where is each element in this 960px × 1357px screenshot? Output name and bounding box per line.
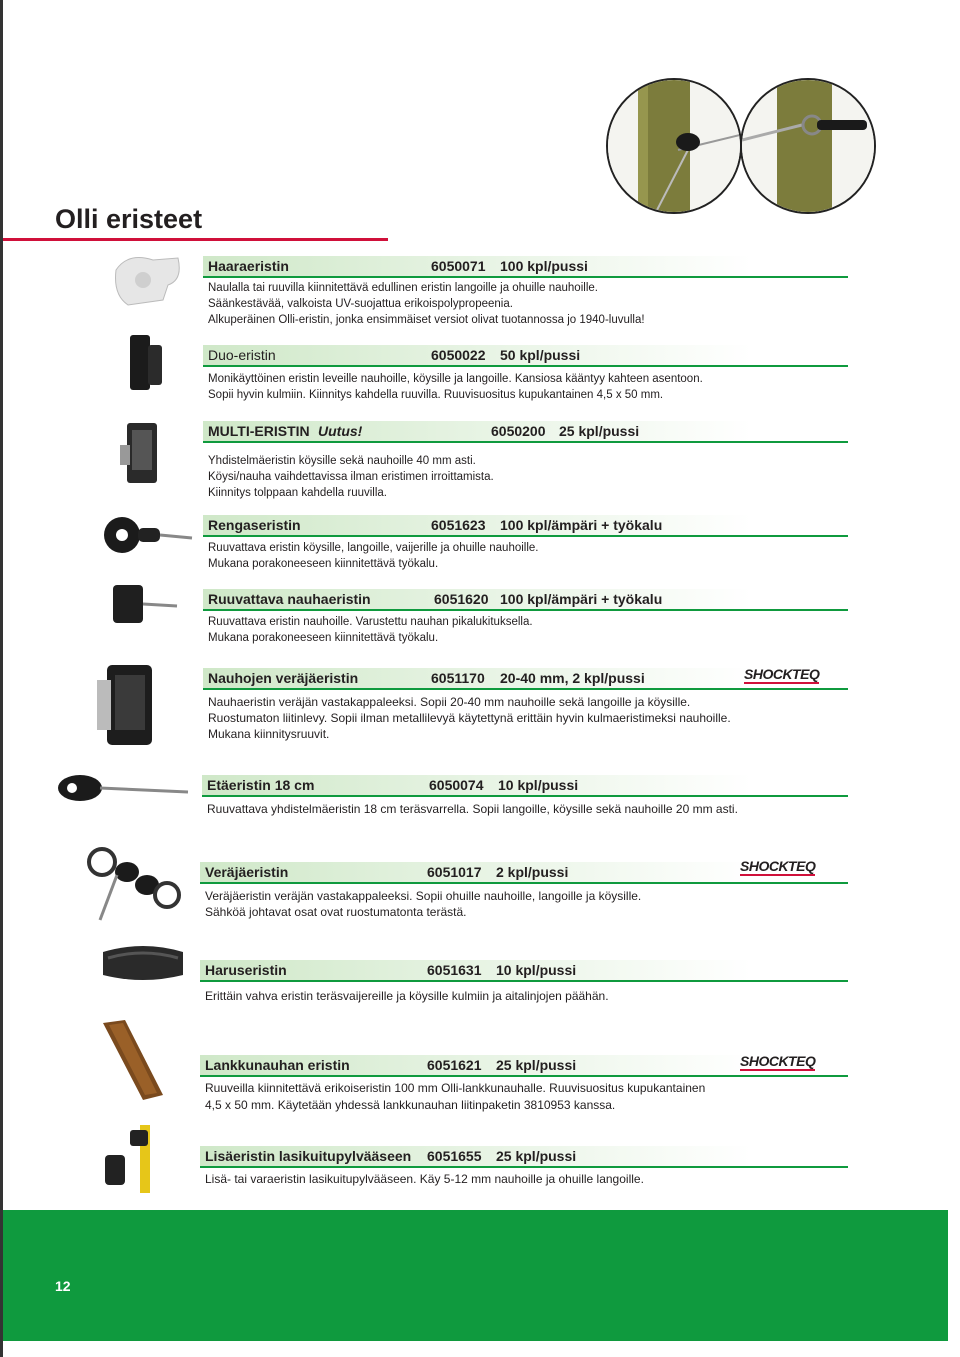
product-description	[208, 371, 703, 403]
description-line: Alkuperäinen Olli-eristin, jonka ensimmäiset versiot olivat tuotannossa jo 1940-luvulla!	[208, 314, 645, 326]
product-description	[207, 801, 738, 817]
multi-eristin-image	[112, 415, 172, 495]
product-pack: 10 kpl/pussi	[496, 962, 577, 978]
title-underline	[3, 238, 388, 241]
description-line: Ruuvattava eristin köysille, langoille, vaijerille ja ohuille nauhoille.	[208, 542, 539, 554]
product-code: 6051631	[427, 962, 482, 978]
product-name: Duo-eristin	[208, 347, 276, 363]
nauhojen-verajaeristin-image	[85, 660, 165, 755]
page-title: Olli eristeet	[55, 204, 203, 234]
description-line: Sopii hyvin kulmiin. Kiinnitys kahdella ruuvilla. Ruuvisuositus kupukantainen 4,5 x 50 mm.	[208, 389, 664, 401]
product-pack: 100 kpl/ämpäri + työkalu	[500, 591, 663, 607]
product-header	[203, 515, 848, 537]
product-pack: 50 kpl/pussi	[500, 347, 581, 363]
description-line: 4,5 x 50 mm. Käytetään yhdessä lankkunauhan liitinpaketin 3810953 kanssa.	[205, 1098, 616, 1112]
shockteq-logo: SHOCKTEQ	[744, 666, 820, 682]
product-header	[203, 589, 848, 611]
product-header	[203, 256, 848, 278]
description-line: Sähköä johtavat osat ovat ruostumatonta terästä.	[205, 905, 467, 919]
product-description	[208, 453, 494, 501]
product-name: Haruseristin	[205, 962, 287, 978]
description-line: Lisä- tai varaeristin lasikuitupylvääseen. Käy 5-12 mm nauhoille ja ohuille langoille.	[205, 1172, 644, 1186]
product-name: Ruuvattava nauhaeristin	[208, 591, 371, 607]
product-description	[208, 280, 645, 328]
description-line: Nauhaeristin veräjän vastakappaleeksi. Sopii 20-40 mm nauhoille sekä langoille ja köysille.	[208, 695, 691, 709]
insulator-photo-post	[606, 78, 742, 214]
product-description	[208, 694, 731, 742]
description-line: Ruuvattava eristin nauhoille. Varustettu nauhan pikalukituksella.	[208, 616, 533, 628]
product-code: 6051170	[431, 670, 485, 686]
description-line: Yhdistelmäeristin köysille sekä nauhoille 40 mm asti.	[208, 455, 476, 467]
product-code: 6050071	[431, 258, 486, 274]
product-code: 6050022	[431, 347, 486, 363]
description-line: Köysi/nauha vaihdettavissa ilman eristimen irroittamista.	[208, 471, 494, 483]
product-code: 6050074	[429, 777, 484, 793]
product-header	[200, 960, 848, 982]
duo-eristin-image	[120, 330, 170, 400]
product-name: Nauhojen veräjäeristin	[208, 670, 359, 686]
lankkunauhan-eristin-image	[95, 1015, 170, 1105]
product-name: Veräjäeristin	[205, 864, 289, 880]
description-line: Mukana porakoneeseen kiinnitettävä työkalu.	[208, 632, 439, 644]
description-line: Naulalla tai ruuvilla kiinnitettävä edullinen eristin langoille ja ohuille nauhoille.	[208, 282, 598, 294]
product-code: 6051620	[434, 591, 489, 607]
product-pack: 25 kpl/pussi	[496, 1148, 577, 1164]
lisaeristin-image	[100, 1120, 170, 1195]
product-name: Lankkunauhan eristin	[205, 1057, 350, 1073]
description-line: Veräjäeristin veräjän vastakappaleeksi. Sopii ohuille nauhoille, langoille ja köysille.	[205, 889, 642, 903]
description-line: Ruuvattava yhdistelmäeristin 18 cm teräsvarrella. Sopii langoille, köysille sekä nauhoille 20 mm asti.	[207, 802, 738, 816]
ruuvattava-nauhaeristin-image	[105, 580, 180, 630]
product-header	[203, 345, 848, 367]
description-line: Säänkestävää, valkoista UV-suojattua erikoispolypropeenia.	[208, 298, 513, 310]
product-description	[208, 614, 533, 646]
new-badge: Uutus!	[318, 423, 363, 439]
etaeristin-image	[50, 768, 190, 808]
description-line: Mukana porakoneeseen kiinnitettävä työkalu.	[208, 558, 439, 570]
description-line: Ruuveilla kiinnitettävä erikoiseristin 100 mm Olli-lankkunauhalle. Ruuvisuositus kupukantainen	[205, 1081, 706, 1095]
product-pack: 25 kpl/pussi	[496, 1057, 577, 1073]
description-line: Mukana kiinnitysruuvit.	[208, 727, 330, 741]
description-line: Kiinnitys tolppaan kahdella ruuvilla.	[208, 487, 387, 499]
product-code: 6051623	[431, 517, 486, 533]
product-pack: 10 kpl/pussi	[498, 777, 579, 793]
haruseristin-image	[98, 940, 193, 990]
product-name: Rengaseristin	[208, 517, 301, 533]
left-border	[0, 0, 3, 1357]
product-header	[203, 421, 848, 443]
product-name: MULTI-ERISTIN	[208, 423, 310, 439]
product-description	[205, 1080, 705, 1114]
page-number: 12	[55, 1278, 71, 1294]
shockteq-logo: SHOCKTEQ	[740, 1053, 816, 1069]
product-name: Lisäeristin lasikuitupylvääseen	[205, 1148, 412, 1164]
product-pack: 100 kpl/ämpäri + työkalu	[500, 517, 663, 533]
product-description	[205, 888, 641, 920]
haaraeristin-image	[108, 250, 188, 310]
product-header	[200, 1146, 848, 1168]
product-description	[205, 1171, 644, 1187]
product-description	[208, 540, 539, 572]
description-line: Erittäin vahva eristin teräsvaijereille ja köysille kulmiin ja aitalinjojen päähän.	[205, 989, 609, 1003]
product-name: Haaraeristin	[208, 258, 289, 274]
product-pack: 20-40 mm, 2 kpl/pussi	[500, 670, 645, 686]
product-header	[202, 775, 848, 797]
rengaseristin-image	[100, 510, 195, 560]
product-name: Etäeristin 18 cm	[207, 777, 315, 793]
shockteq-logo: SHOCKTEQ	[740, 858, 816, 874]
description-line: Ruostumaton liitinlevy. Sopii ilman metallilevyä käytettynä erittäin hyvin kulmaeristimeksi nauhoille.	[208, 711, 731, 725]
product-pack: 2 kpl/pussi	[496, 864, 569, 880]
product-code: 6051017	[427, 864, 482, 880]
insulator-photo-ring	[740, 78, 876, 214]
product-pack: 25 kpl/pussi	[559, 423, 640, 439]
verajaeristin-image	[72, 840, 182, 925]
product-code: 6050200	[491, 423, 546, 439]
product-description	[205, 988, 609, 1004]
product-pack: 100 kpl/pussi	[500, 258, 588, 274]
product-code: 6051655	[427, 1148, 482, 1164]
footer-band	[3, 1210, 948, 1341]
description-line: Monikäyttöinen eristin leveille nauhoille, köysille ja langoille. Kansiosa kääntyy kahteen asentoon.	[208, 373, 703, 385]
product-code: 6051621	[427, 1057, 482, 1073]
